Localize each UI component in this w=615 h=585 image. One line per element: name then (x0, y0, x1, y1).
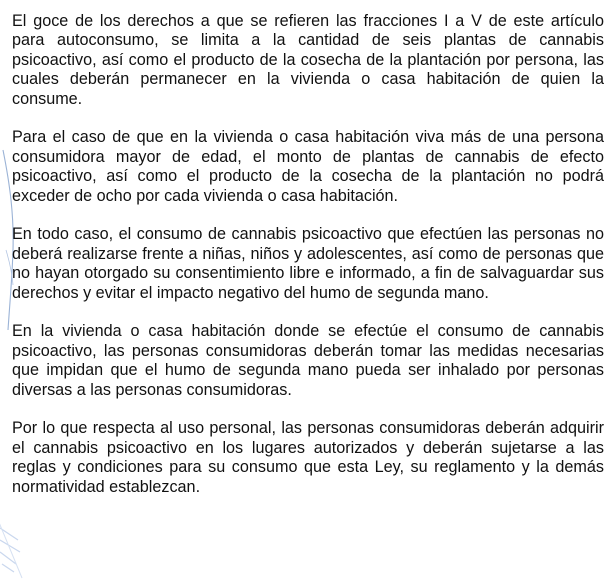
paragraph-4: En la vivienda o casa habitación donde se efectúe el consumo de cannabis psicoactivo, las personas consumidoras deberán tomar las medidas necesarias que impidan que el humo de segunda mano pueda ser inhalado por personas diversas a las personas consumidoras. (12, 322, 604, 399)
document-body (12, 12, 604, 516)
paragraph-2: Para el caso de que en la vivienda o casa habitación viva más de una persona consumidora mayor de edad, el monto de plantas de cannabis de efecto psicoactivo, así como el producto de la cosecha de la plantación no podrá exceder de ocho por cada vivienda o casa habitación. (12, 128, 604, 205)
paragraph-1: El goce de los derechos a que se refieren las fracciones I a V de este artículo para autoconsumo, se limita a la cantidad de seis plantas de cannabis psicoactivo, así como el producto de la cosecha de la plantación por persona, las cuales deberán permanecer en la vivienda o casa habitación de quien la consume. (12, 12, 604, 108)
paragraph-5: Por lo que respecta al uso personal, las personas consumidoras deberán adquirir el cannabis psicoactivo en los lugares autorizados y deberán sujetarse a las reglas y condiciones para su consumo que esta Ley, su reglamento y la demás normatividad establezcan. (12, 419, 604, 496)
paragraph-3: En todo caso, el consumo de cannabis psicoactivo que efectúen las personas no deberá realizarse frente a niñas, niños y adolescentes, así como de personas que no hayan otorgado su consentimiento libre e informado, a fin de salvaguardar sus derechos y evitar el impacto negativo del humo de segunda mano. (12, 225, 604, 302)
stamp-mark (0, 520, 24, 580)
